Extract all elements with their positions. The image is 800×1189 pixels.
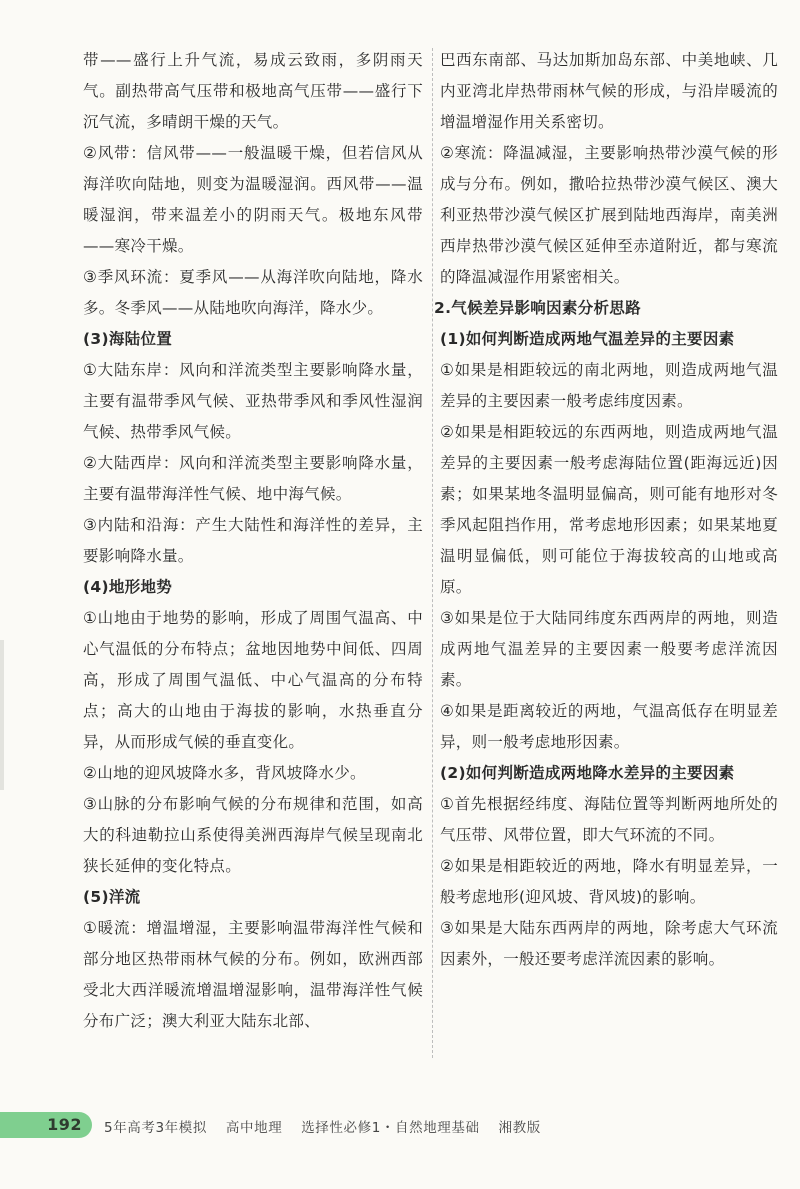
subheading: (3)海陆位置 [83, 330, 173, 348]
paragraph: ①暖流：增温增湿，主要影响温带海洋性气候和部分地区热带雨林气候的分布。例如，欧洲西部受北大西洋暖流增温增湿影响，温带海洋性气候分布广泛；澳大利亚大陆东北部、 [83, 919, 423, 1030]
paragraph: ③如果是大陆东西两岸的两地，除考虑大气环流因素外，一般还要考虑洋流因素的影响。 [440, 919, 778, 968]
paragraph: ③山脉的分布影响气候的分布规律和范围，如高大的科迪勒拉山系使得美洲西海岸气候呈现南北狭长延伸的变化特点。 [83, 795, 423, 875]
column-divider [432, 48, 433, 1058]
section-heading: 2.气候差异影响因素分析思路 [434, 299, 641, 317]
right-column [434, 45, 778, 975]
series-title: 5年高考3年模拟 [104, 1120, 207, 1136]
paragraph: ③如果是位于大陆同纬度东西两岸的两地，则造成两地气温差异的主要因素一般要考虑洋流因素。 [440, 609, 778, 689]
footer-text [104, 1116, 555, 1136]
edition-label: 湘教版 [498, 1120, 541, 1136]
book-title: 选择性必修1・自然地理基础 [301, 1120, 480, 1136]
paragraph: ④如果是距离较近的两地，气温高低存在明显差异，则一般考虑地形因素。 [440, 702, 778, 751]
paragraph: ①大陆东岸：风向和洋流类型主要影响降水量，主要有温带季风气候、亚热带季风和季风性湿润气候、热带季风气候。 [83, 361, 423, 441]
page-number: 192 [47, 1115, 82, 1134]
subheading: (2)如何判断造成两地降水差异的主要因素 [440, 764, 735, 782]
subject-title: 高中地理 [225, 1120, 283, 1136]
paragraph: ①首先根据经纬度、海陆位置等判断两地所处的气压带、风带位置，即大气环流的不同。 [440, 795, 778, 844]
page-edge-shadow [0, 640, 4, 790]
paragraph: ②如果是相距较远的东西两地，则造成两地气温差异的主要因素一般考虑海陆位置(距海远近)因素；如果某地冬温明显偏高，则可能有地形对冬季风起阻挡作用，常考虑地形因素；如果某地夏温明显偏低，则可能位于海拔较高的山地或高原。 [440, 423, 778, 596]
paragraph: ②风带：信风带——一般温暖干燥，但若信风从海洋吹向陆地，则变为温暖湿润。西风带——温暖湿润，带来温差小的阴雨天气。极地东风带——寒冷干燥。 [83, 144, 423, 255]
paragraph: 巴西东南部、马达加斯加岛东部、中美地峡、几内亚湾北岸热带雨林气候的形成，与沿岸暖流的增温增湿作用关系密切。 [440, 51, 778, 131]
subheading: (1)如何判断造成两地气温差异的主要因素 [440, 330, 735, 348]
subheading: (4)地形地势 [83, 578, 173, 596]
paragraph: ③季风环流：夏季风——从海洋吹向陆地，降水多。冬季风——从陆地吹向海洋，降水少。 [83, 268, 423, 317]
paragraph: ①如果是相距较远的南北两地，则造成两地气温差异的主要因素一般考虑纬度因素。 [440, 361, 778, 410]
page-footer [0, 1112, 800, 1138]
paragraph: ①山地由于地势的影响，形成了周围气温高、中心气温低的分布特点；盆地因地势中间低、四周高，形成了周围气温低、中心气温高的分布特点；高大的山地由于海拔的影响，水热垂直分异，从而形成气候的垂直变化。 [83, 609, 423, 751]
paragraph: 带——盛行上升气流，易成云致雨，多阴雨天气。副热带高气压带和极地高气压带——盛行下沉气流，多晴朗干燥的天气。 [83, 51, 423, 131]
left-column [83, 45, 423, 1037]
paragraph: ②山地的迎风坡降水多，背风坡降水少。 [83, 764, 366, 782]
paragraph: ②如果是相距较近的两地，降水有明显差异，一般考虑地形(迎风坡、背风坡)的影响。 [440, 857, 778, 906]
paragraph: ③内陆和沿海：产生大陆性和海洋性的差异，主要影响降水量。 [83, 516, 423, 565]
paragraph: ②寒流：降温减湿，主要影响热带沙漠气候的形成与分布。例如，撒哈拉热带沙漠气候区、澳大利亚热带沙漠气候区扩展到陆地西海岸，南美洲西岸热带沙漠气候区延伸至赤道附近，都与寒流的降温减湿作用紧密相关。 [440, 144, 778, 286]
page-number-badge [0, 1112, 92, 1138]
subheading: (5)洋流 [83, 888, 141, 906]
paragraph: ②大陆西岸：风向和洋流类型主要影响降水量，主要有温带海洋性气候、地中海气候。 [83, 454, 423, 503]
